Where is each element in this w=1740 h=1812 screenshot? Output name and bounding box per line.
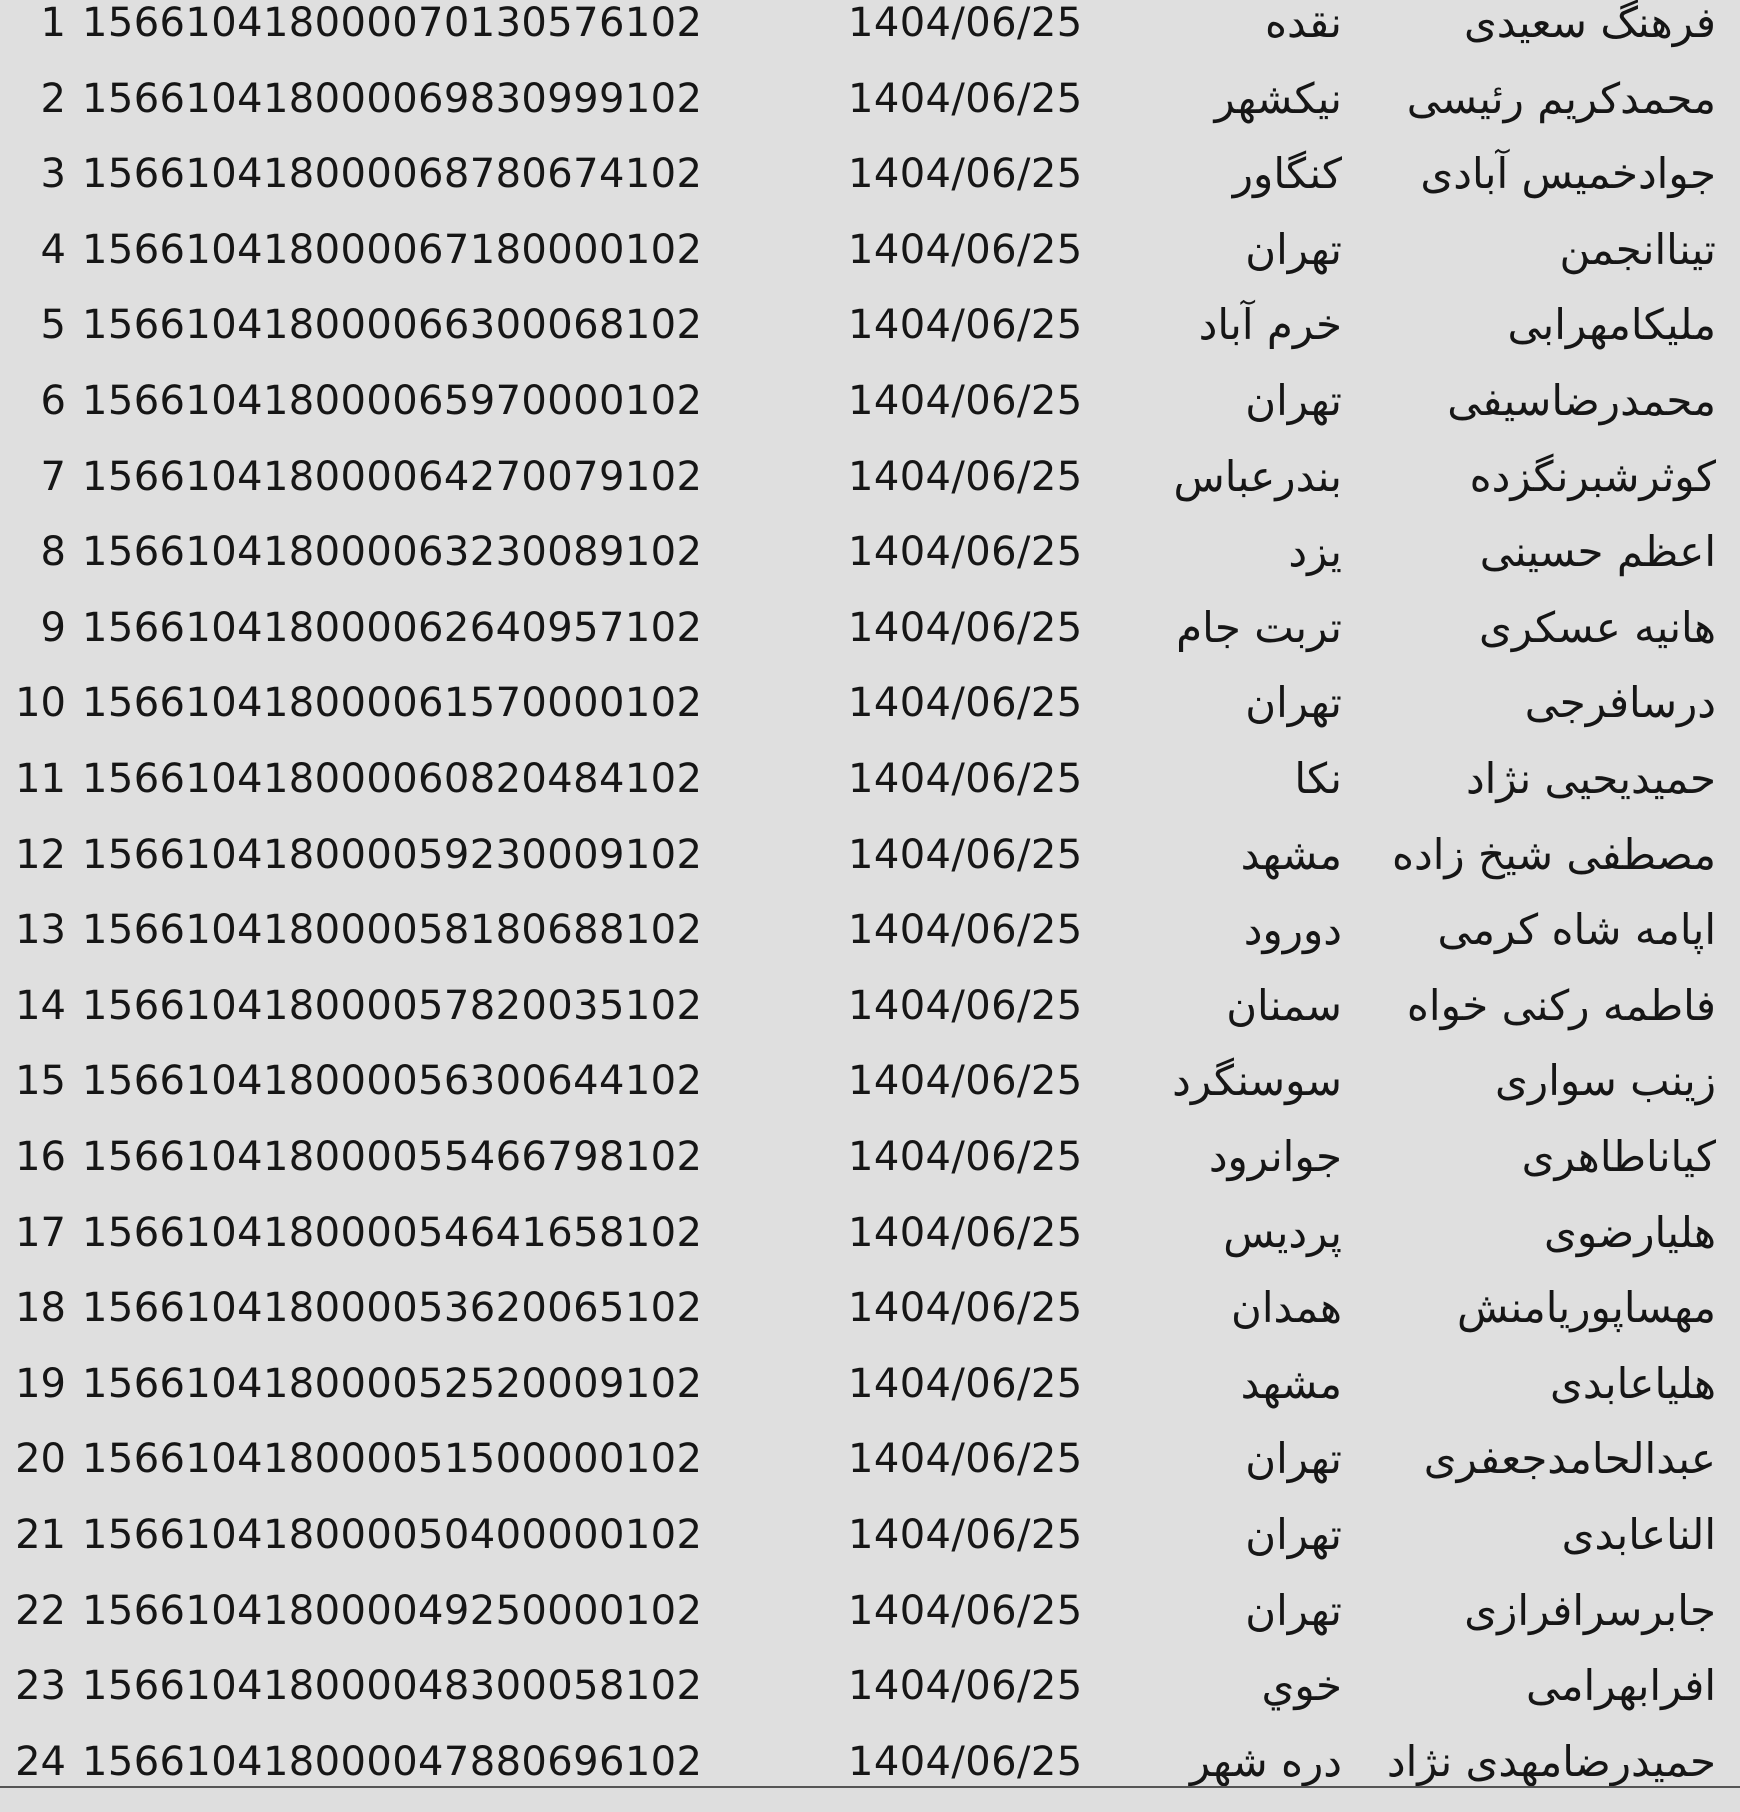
city-cell: خرم آباد <box>1198 300 1342 350</box>
name-cell: هانیه عسکری <box>1479 602 1716 652</box>
row-number: 11 <box>15 756 66 802</box>
tracking-code: 156610418000064270079102 <box>82 453 703 500</box>
row-number: 14 <box>15 982 66 1029</box>
name-cell: مهساپوریامنش <box>1457 1283 1716 1333</box>
row-number: 4 <box>40 226 66 273</box>
row-number: 23 <box>15 1663 66 1710</box>
table-row <box>0 376 1740 451</box>
date-cell: 1404/06/25 <box>848 680 1083 727</box>
city-cell: نکا <box>1294 754 1342 803</box>
city-cell: نقده <box>1265 0 1342 47</box>
tracking-code: 156610418000049250000102 <box>82 1587 703 1634</box>
date-cell: 1404/06/25 <box>848 1512 1083 1558</box>
tracking-code: 156610418000047880696102 <box>82 1738 703 1785</box>
table-row <box>0 905 1740 980</box>
table-row <box>0 1132 1740 1207</box>
row-number: 15 <box>15 1058 66 1105</box>
name-cell: هلیارضوی <box>1543 1207 1716 1257</box>
city-cell: جوانرود <box>1208 1132 1342 1181</box>
table-row <box>0 1737 1740 1812</box>
date-cell: 1404/06/25 <box>848 1058 1083 1105</box>
row-number: 10 <box>15 680 66 727</box>
city-cell: سمنان <box>1226 980 1342 1030</box>
tracking-code: 156610418000061570000102 <box>82 680 703 727</box>
date-cell: 1404/06/25 <box>848 1663 1083 1710</box>
table-row <box>0 1283 1740 1358</box>
date-cell: 1404/06/25 <box>848 75 1083 122</box>
tracking-code: 156610418000051500000102 <box>82 1436 703 1483</box>
row-number: 19 <box>15 1360 66 1407</box>
tracking-code: 156610418000059230009102 <box>82 831 703 878</box>
row-number: 12 <box>15 831 66 878</box>
row-number: 22 <box>15 1587 66 1634</box>
tracking-code: 156610418000063230089102 <box>82 529 703 576</box>
row-number: 17 <box>15 1209 66 1256</box>
row-number: 9 <box>40 604 66 651</box>
name-cell: مصطفی شیخ زاده <box>1392 829 1716 879</box>
table-row <box>0 527 1740 602</box>
row-number: 2 <box>40 75 66 122</box>
city-cell: سوسنگرد <box>1172 1056 1342 1106</box>
table-row <box>0 0 1740 73</box>
city-cell: نیکشهر <box>1214 73 1342 123</box>
date-cell: 1404/06/25 <box>848 378 1083 424</box>
table-row <box>0 1661 1740 1736</box>
table-row <box>0 1208 1740 1283</box>
tracking-code: 156610418000056300644102 <box>82 1058 703 1105</box>
date-cell: 1404/06/25 <box>848 1436 1083 1483</box>
table-row <box>0 981 1740 1056</box>
date-cell: 1404/06/25 <box>848 982 1083 1029</box>
tracking-code: 156610418000070130576102 <box>82 0 703 46</box>
date-cell: 1404/06/25 <box>848 756 1083 802</box>
tracking-code: 156610418000052520009102 <box>82 1360 703 1407</box>
city-cell: مشهد <box>1240 829 1342 879</box>
name-cell: جوادخمیس آبادی <box>1420 149 1716 199</box>
name-cell: ملیکامهرابی <box>1507 300 1716 350</box>
table-row <box>0 149 1740 224</box>
name-cell: حمیدیحیی نژاد <box>1465 754 1716 803</box>
date-cell: 1404/06/25 <box>848 1285 1083 1332</box>
city-cell: کنگاور <box>1232 149 1342 199</box>
date-cell: 1404/06/25 <box>848 302 1083 349</box>
tracking-code: 156610418000053620065102 <box>82 1285 703 1332</box>
table-row <box>0 830 1740 905</box>
city-cell: تهران <box>1245 376 1342 425</box>
city-cell: پردیس <box>1223 1207 1342 1257</box>
row-number: 24 <box>15 1738 66 1785</box>
name-cell: درسافرجی <box>1524 678 1716 728</box>
row-number: 8 <box>40 529 66 576</box>
table-row <box>0 452 1740 527</box>
name-cell: هلیاعابدی <box>1550 1358 1716 1408</box>
date-cell: 1404/06/25 <box>848 453 1083 500</box>
table-row <box>0 754 1740 829</box>
tracking-code: 156610418000055466798102 <box>82 1134 703 1180</box>
city-cell: تهران <box>1245 1510 1342 1559</box>
table-row <box>0 1510 1740 1585</box>
row-number: 16 <box>15 1134 66 1180</box>
table-row <box>0 1434 1740 1509</box>
name-cell: حمیدرضامهدی نژاد <box>1386 1736 1716 1786</box>
table-row <box>0 1056 1740 1131</box>
date-cell: 1404/06/25 <box>848 1209 1083 1256</box>
tracking-code: 156610418000066300068102 <box>82 302 703 349</box>
tracking-code: 156610418000048300058102 <box>82 1663 703 1710</box>
name-cell: عبدالحامدجعفری <box>1423 1434 1716 1484</box>
tracking-code: 156610418000050400000102 <box>82 1512 703 1558</box>
row-number: 5 <box>40 302 66 349</box>
date-cell: 1404/06/25 <box>848 907 1083 954</box>
row-number: 18 <box>15 1285 66 1332</box>
city-cell: مشهد <box>1240 1358 1342 1408</box>
city-cell: بندرعباس <box>1173 451 1342 501</box>
name-cell: الناعابدی <box>1561 1510 1716 1559</box>
tracking-code: 156610418000067180000102 <box>82 226 703 273</box>
row-number: 3 <box>40 151 66 198</box>
date-cell: 1404/06/25 <box>848 151 1083 198</box>
table-row <box>0 678 1740 753</box>
date-cell: 1404/06/25 <box>848 604 1083 651</box>
date-cell: 1404/06/25 <box>848 1134 1083 1180</box>
name-cell: اعظم حسینی <box>1479 527 1716 577</box>
name-cell: زینب سواری <box>1495 1056 1716 1106</box>
tracking-code: 156610418000062640957102 <box>82 604 703 651</box>
name-cell: افرابهرامی <box>1526 1661 1716 1711</box>
name-cell: محمدکریم رئیسی <box>1406 73 1716 123</box>
city-cell: دره شهر <box>1189 1736 1342 1786</box>
date-cell: 1404/06/25 <box>848 226 1083 273</box>
city-cell: دورود <box>1243 905 1342 955</box>
name-cell: اپامه شاه کرمی <box>1437 905 1716 955</box>
city-cell: تهران <box>1245 678 1342 728</box>
date-cell: 1404/06/25 <box>848 1738 1083 1785</box>
city-cell: تهران <box>1245 224 1342 274</box>
table-row <box>0 603 1740 678</box>
city-cell: تهران <box>1245 1434 1342 1484</box>
row-number: 1 <box>40 0 66 46</box>
date-cell: 1404/06/25 <box>848 529 1083 576</box>
row-number: 13 <box>15 907 66 954</box>
row-number: 20 <box>15 1436 66 1483</box>
name-cell: جابرسرافرازی <box>1464 1585 1716 1635</box>
row-number: 21 <box>15 1512 66 1558</box>
tracking-code: 156610418000058180688102 <box>82 907 703 954</box>
tracking-code: 156610418000069830999102 <box>82 75 703 122</box>
name-cell: کیاناطاهری <box>1521 1132 1716 1181</box>
table-row <box>0 1586 1740 1661</box>
tracking-code: 156610418000054641658102 <box>82 1209 703 1256</box>
name-cell: محمدرضاسیفی <box>1447 376 1716 425</box>
name-cell: تیناانجمن <box>1559 224 1716 274</box>
name-cell: فاطمه رکنی خواه <box>1406 980 1716 1030</box>
date-cell: 1404/06/25 <box>848 1587 1083 1634</box>
table-row <box>0 300 1740 375</box>
row-number: 7 <box>40 453 66 500</box>
city-cell: تهران <box>1245 1585 1342 1635</box>
city-cell: همدان <box>1231 1283 1342 1333</box>
date-cell: 1404/06/25 <box>848 831 1083 878</box>
city-cell: تربت جام <box>1176 602 1342 652</box>
city-cell: یزد <box>1288 527 1342 577</box>
date-cell: 1404/06/25 <box>848 0 1083 46</box>
table-row <box>0 1359 1740 1434</box>
name-cell: فرهنگ سعیدی <box>1463 0 1716 47</box>
table-row <box>0 225 1740 300</box>
tracking-code: 156610418000057820035102 <box>82 982 703 1029</box>
table-row <box>0 74 1740 149</box>
row-number: 6 <box>40 378 66 424</box>
date-cell: 1404/06/25 <box>848 1360 1083 1407</box>
tracking-code: 156610418000060820484102 <box>82 756 703 802</box>
tracking-code: 156610418000065970000102 <box>82 378 703 424</box>
tracking-code: 156610418000068780674102 <box>82 151 703 198</box>
city-cell: خوي <box>1261 1661 1342 1711</box>
name-cell: کوثرشبرنگزده <box>1469 451 1716 501</box>
